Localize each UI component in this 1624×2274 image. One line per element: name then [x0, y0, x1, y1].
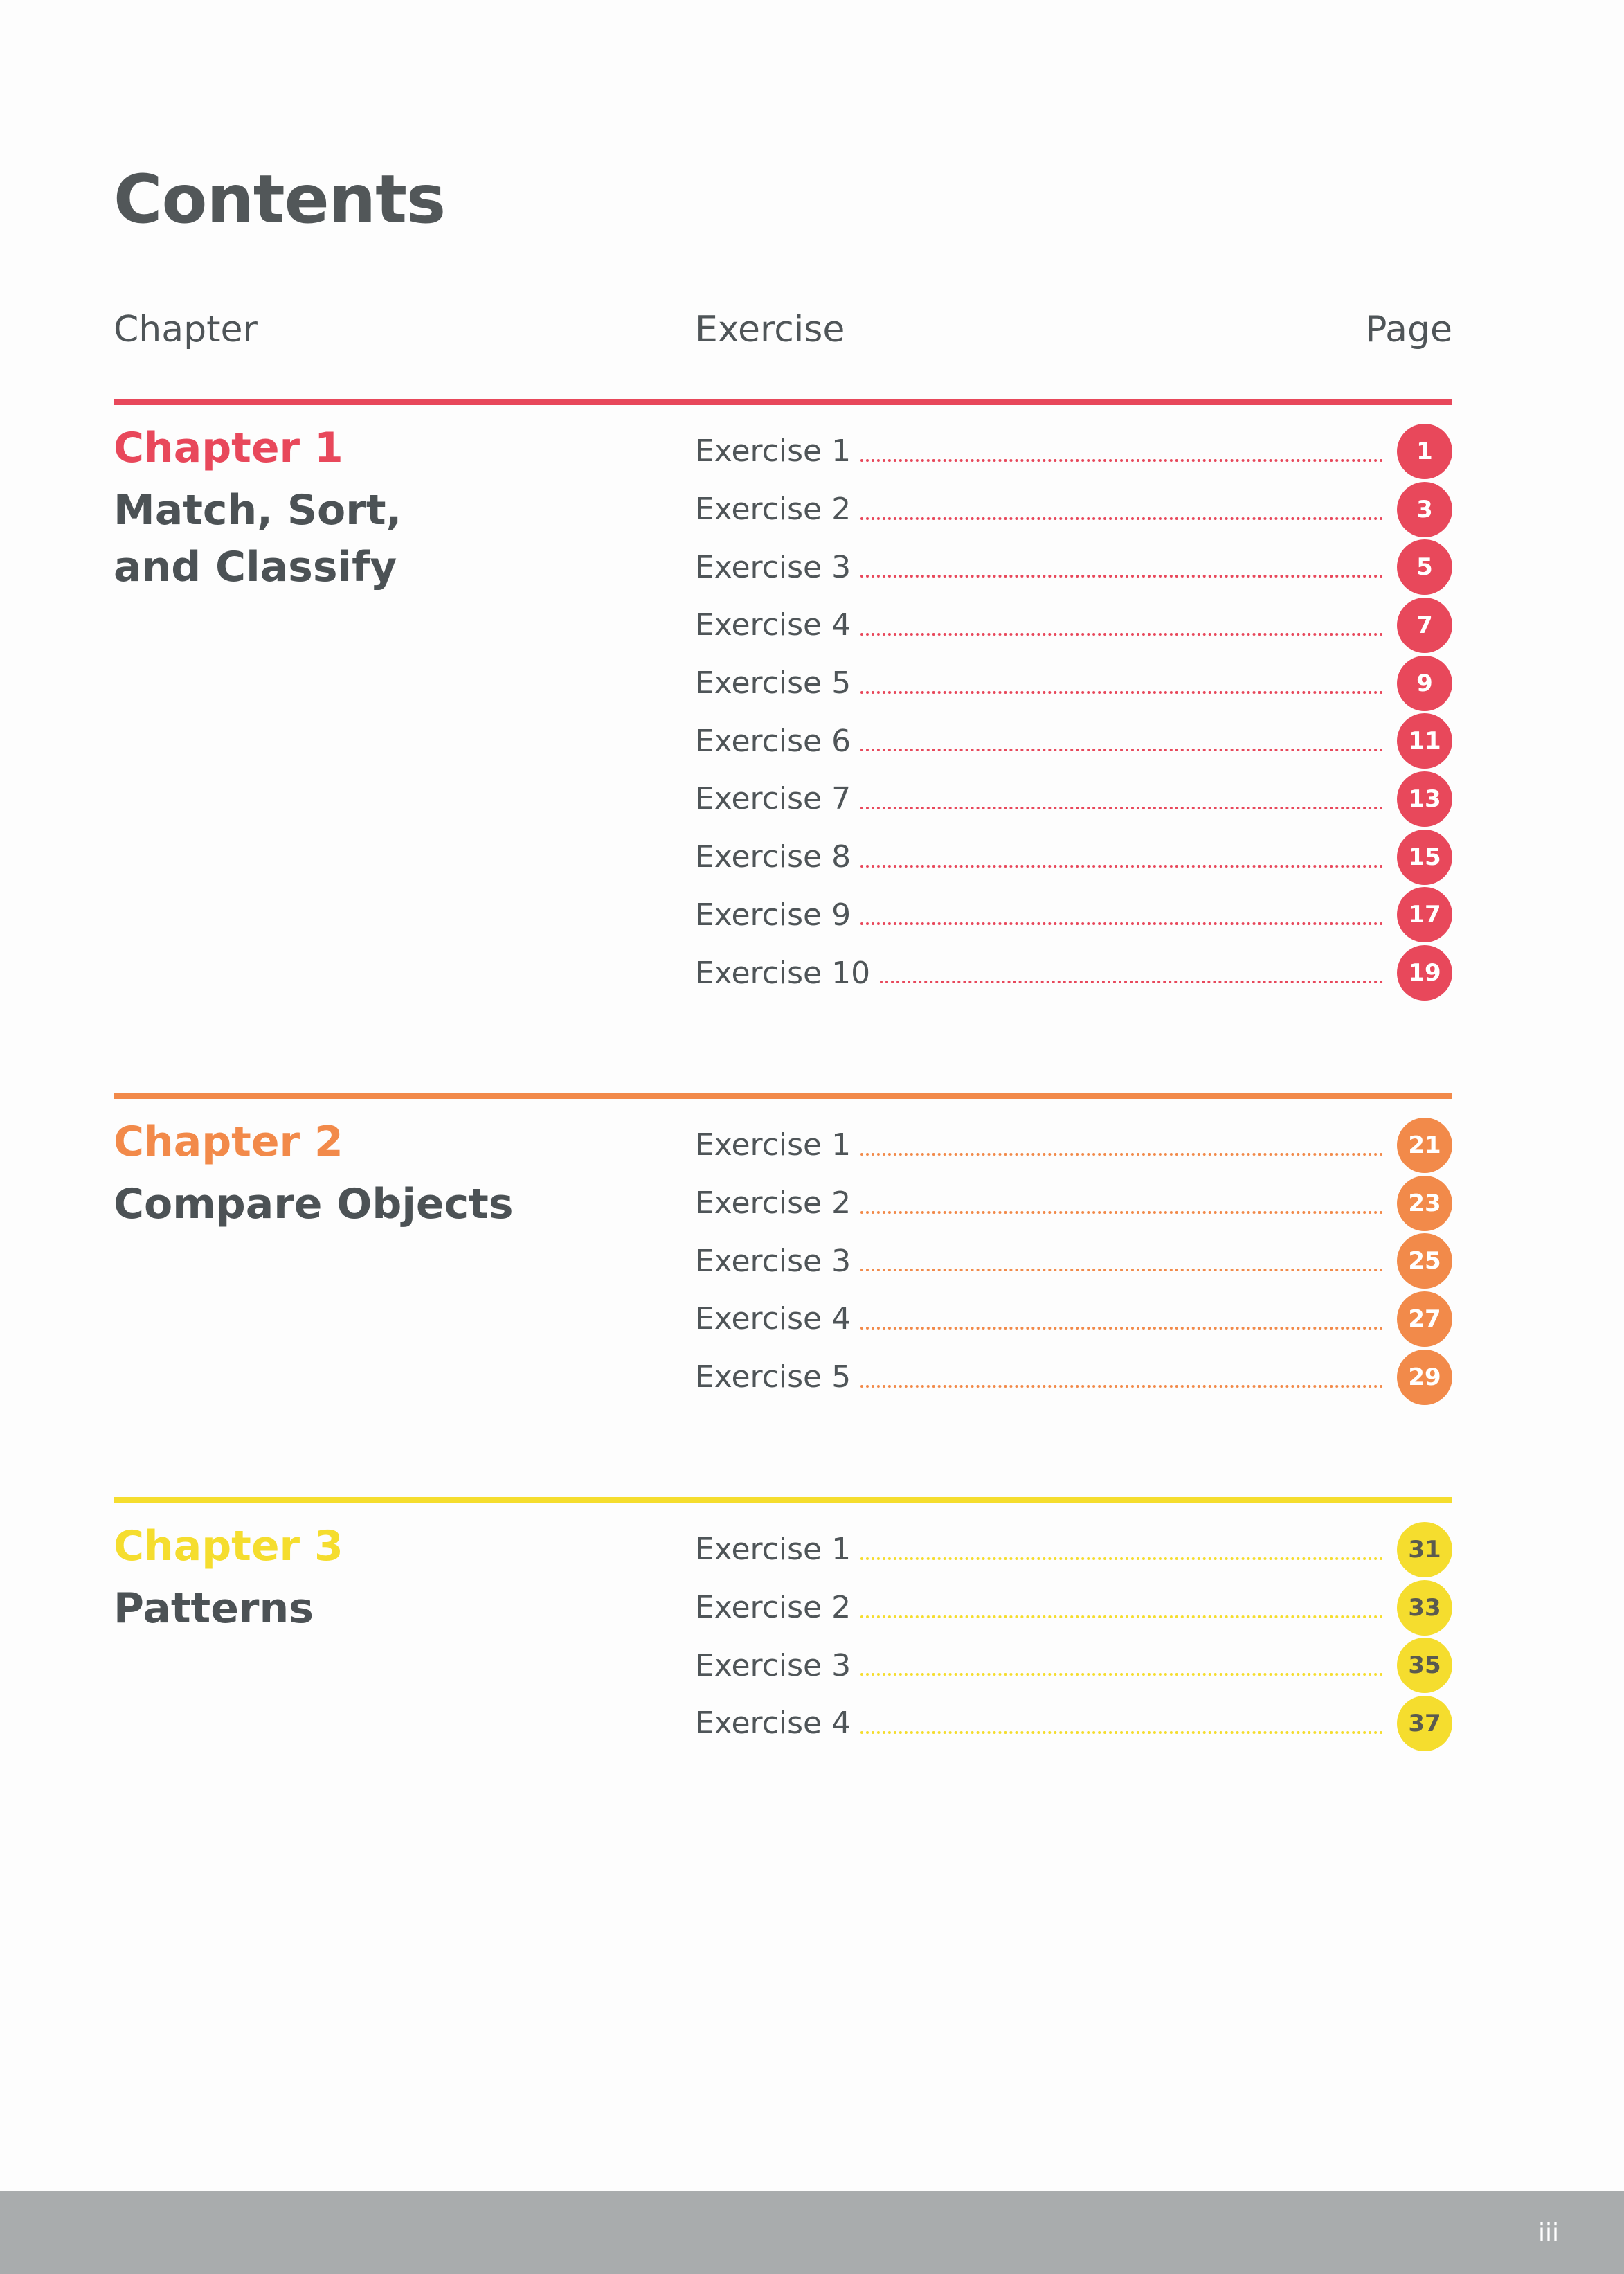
- toc-row[interactable]: [695, 538, 1452, 596]
- chapter-3-title-line: Patterns: [114, 1584, 314, 1633]
- dot-leader: [860, 865, 1383, 868]
- dot-leader: [880, 981, 1383, 983]
- exercise-label: Exercise 2: [695, 492, 851, 528]
- exercise-label: Exercise 2: [695, 1590, 851, 1626]
- chapter-2-exercise-list: [695, 1116, 1452, 1406]
- chapter-3-rule: [114, 1497, 1452, 1503]
- chapter-2-title: [114, 1176, 653, 1233]
- dot-leader: [860, 517, 1383, 520]
- chapter-1-title-line: Match, Sort,: [114, 486, 402, 535]
- page-number-badge: 15: [1397, 830, 1452, 885]
- chapter-1-label: Chapter 1: [114, 424, 343, 472]
- dot-leader: [860, 1211, 1383, 1214]
- toc-row[interactable]: [695, 1521, 1452, 1579]
- toc-row[interactable]: [695, 1694, 1452, 1753]
- exercise-label: Exercise 5: [695, 665, 851, 701]
- dot-leader: [860, 922, 1383, 925]
- toc-row[interactable]: [695, 1636, 1452, 1694]
- chapter-3-exercise-list: [695, 1521, 1452, 1753]
- page-title: Contents: [114, 161, 446, 238]
- dot-leader: [860, 1153, 1383, 1156]
- exercise-label: Exercise 1: [695, 1127, 851, 1163]
- chapter-2-rule: [114, 1093, 1452, 1099]
- page-number-badge: 19: [1397, 945, 1452, 1001]
- dot-leader: [860, 1673, 1383, 1676]
- footer-bar: [0, 2191, 1624, 2274]
- dot-leader: [860, 459, 1383, 462]
- exercise-column-header: Exercise: [695, 309, 845, 350]
- toc-row[interactable]: [695, 1232, 1452, 1290]
- toc-row[interactable]: [695, 654, 1452, 713]
- toc-row[interactable]: [695, 712, 1452, 770]
- page-number-badge: 11: [1397, 713, 1452, 769]
- dot-leader: [860, 1615, 1383, 1618]
- exercise-label: Exercise 4: [695, 1706, 851, 1742]
- dot-leader: [860, 691, 1383, 694]
- toc-row[interactable]: [695, 422, 1452, 481]
- exercise-label: Exercise 6: [695, 723, 851, 759]
- chapter-1-exercise-list: [695, 422, 1452, 1002]
- page-number-badge: 21: [1397, 1118, 1452, 1173]
- dot-leader: [860, 1327, 1383, 1330]
- page-number-badge: 25: [1397, 1233, 1452, 1289]
- chapter-2-label: Chapter 2: [114, 1118, 343, 1166]
- page-number-badge: 33: [1397, 1580, 1452, 1636]
- page-number-badge: 31: [1397, 1522, 1452, 1577]
- exercise-label: Exercise 4: [695, 607, 851, 643]
- toc-row[interactable]: [695, 886, 1452, 944]
- page-number-badge: 23: [1397, 1176, 1452, 1231]
- dot-leader: [860, 633, 1383, 636]
- page-number-badge: 17: [1397, 887, 1452, 942]
- exercise-label: Exercise 5: [695, 1359, 851, 1395]
- exercise-label: Exercise 2: [695, 1185, 851, 1221]
- exercise-label: Exercise 9: [695, 897, 851, 933]
- toc-row[interactable]: [695, 1348, 1452, 1406]
- toc-row[interactable]: [695, 828, 1452, 886]
- page-number-badge: 13: [1397, 771, 1452, 827]
- exercise-label: Exercise 4: [695, 1301, 851, 1337]
- dot-leader: [860, 749, 1383, 751]
- page-number-badge: 1: [1397, 424, 1452, 479]
- toc-row[interactable]: [695, 1174, 1452, 1233]
- toc-row[interactable]: [695, 944, 1452, 1002]
- toc-row[interactable]: [695, 1579, 1452, 1637]
- chapter-3-label: Chapter 3: [114, 1522, 343, 1570]
- page-number-badge: 27: [1397, 1291, 1452, 1347]
- chapter-column-header: Chapter: [114, 309, 258, 350]
- page-number-badge: 29: [1397, 1350, 1452, 1405]
- dot-leader: [860, 575, 1383, 578]
- page-number-badge: 35: [1397, 1638, 1452, 1693]
- toc-row[interactable]: [695, 770, 1452, 828]
- exercise-label: Exercise 1: [695, 1532, 851, 1568]
- chapter-1-title-line: and Classify: [114, 543, 397, 591]
- page-column-header: Page: [1365, 309, 1452, 350]
- exercise-label: Exercise 8: [695, 839, 851, 875]
- toc-row[interactable]: [695, 481, 1452, 539]
- page-folio: iii: [1537, 2219, 1559, 2247]
- dot-leader: [860, 807, 1383, 809]
- toc-row[interactable]: [695, 596, 1452, 654]
- exercise-label: Exercise 3: [695, 549, 851, 585]
- page-number-badge: 7: [1397, 598, 1452, 653]
- exercise-label: Exercise 1: [695, 433, 851, 469]
- chapter-3-title: [114, 1580, 653, 1637]
- toc-row[interactable]: [695, 1116, 1452, 1174]
- page-number-badge: 9: [1397, 656, 1452, 711]
- dot-leader: [860, 1557, 1383, 1560]
- dot-leader: [860, 1731, 1383, 1734]
- page-number-badge: 3: [1397, 482, 1452, 537]
- page-number-badge: 37: [1397, 1696, 1452, 1751]
- toc-row[interactable]: [695, 1290, 1452, 1348]
- dot-leader: [860, 1385, 1383, 1388]
- exercise-label: Exercise 3: [695, 1647, 851, 1683]
- chapter-1-title: [114, 482, 653, 596]
- exercise-label: Exercise 3: [695, 1243, 851, 1279]
- exercise-label: Exercise 10: [695, 955, 871, 991]
- chapter-1-rule: [114, 399, 1452, 405]
- page-number-badge: 5: [1397, 539, 1452, 595]
- chapter-2-title-line: Compare Objects: [114, 1180, 514, 1228]
- dot-leader: [860, 1269, 1383, 1271]
- exercise-label: Exercise 7: [695, 781, 851, 817]
